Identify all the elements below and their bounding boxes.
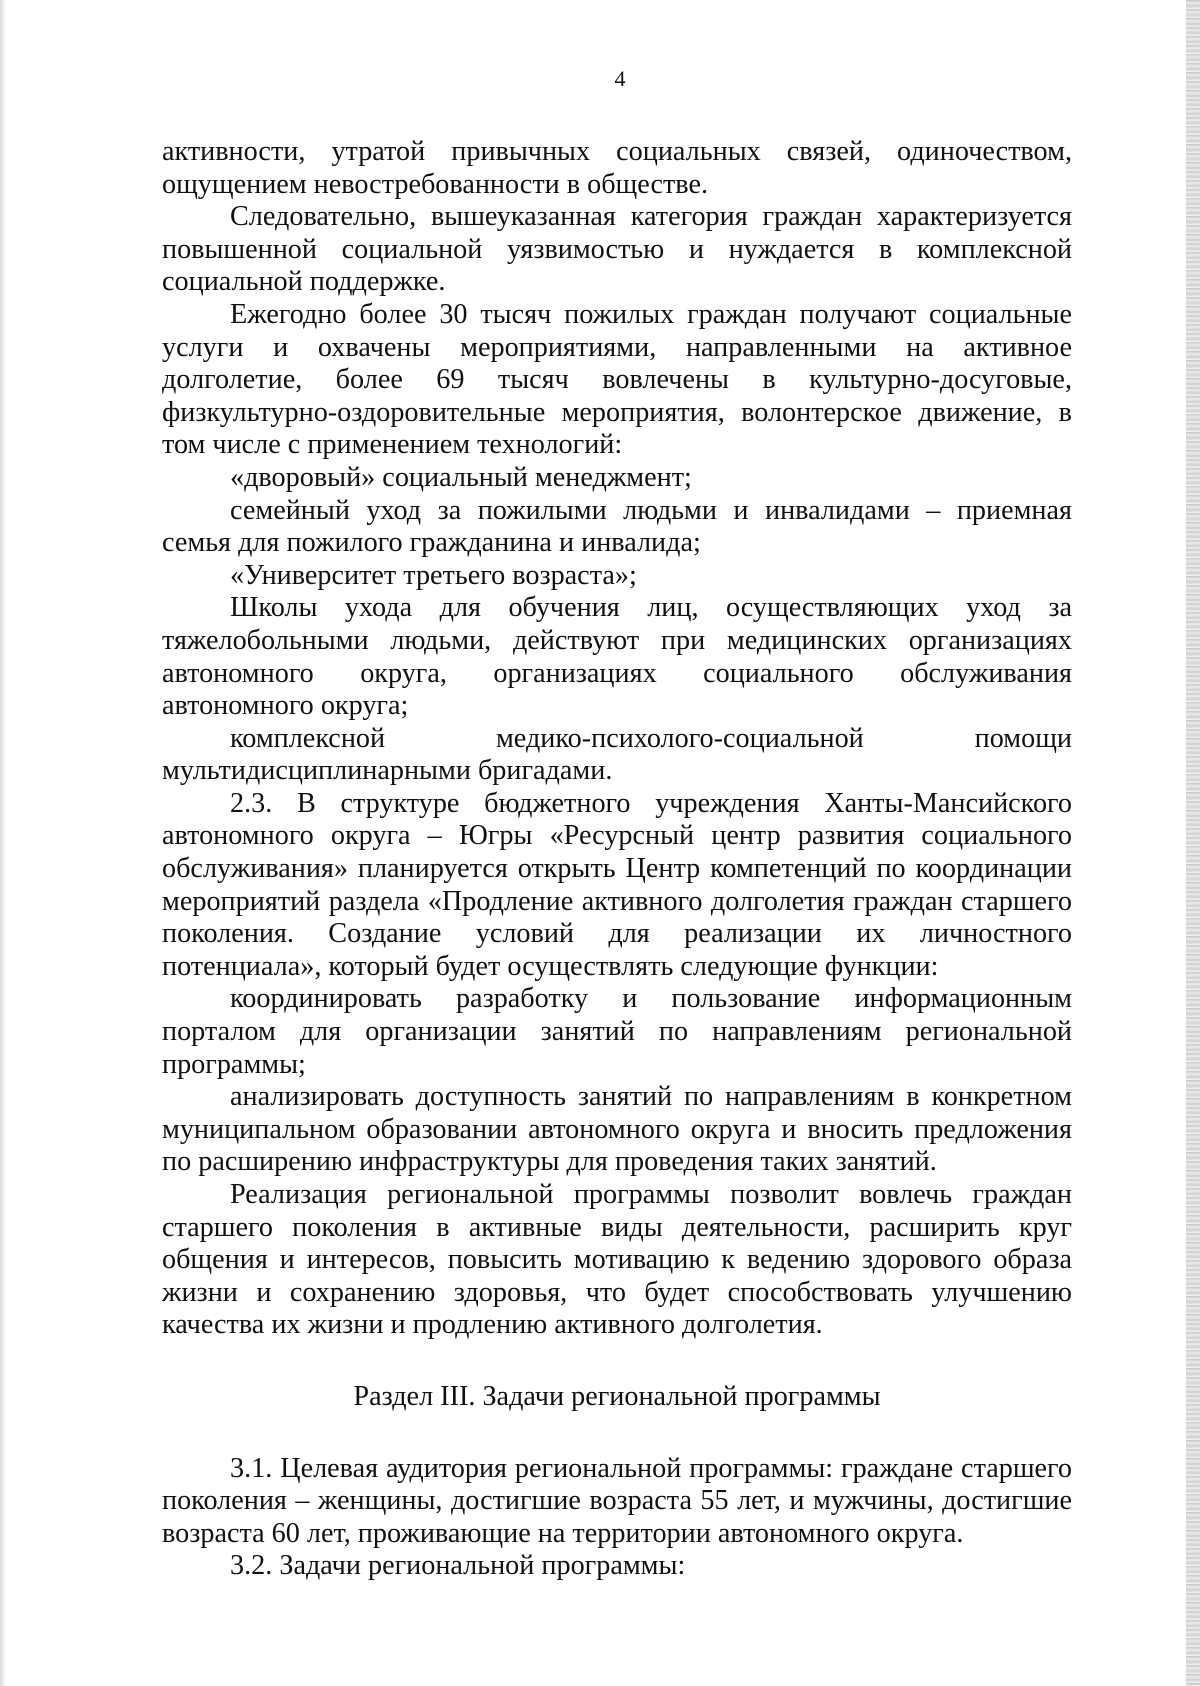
- list-item: Школы ухода для обучения лиц, осуществляющих уход за тяжелобольными людьми, действуют при медицинских организациях автономного округа, организациях социального обслуживания автономного округа;: [162, 592, 1072, 722]
- paragraph: 3.1. Целевая аудитория региональной программы: граждане старшего поколения – женщины, достигшие возраста 55 лет, и мужчины, достигшие возраста 60 лет, проживающие на территории автономного округа.: [162, 1452, 1072, 1549]
- paragraph: 3.2. Задачи региональной программы:: [230, 1550, 686, 1582]
- list-item: «дворовый» социальный менеджмент;: [230, 461, 692, 493]
- paragraph: Реализация региональной программы позволит вовлечь граждан старшего поколения в активные виды деятельности, расширить круг общения и интересов, повысить мотивацию к ведению здорового образа жизни и сохранению здоровья, что будет способствовать улучшению качества их жизни и продлению активного долголетия.: [162, 1179, 1072, 1341]
- list-item: комплексной медико-психолого-социальной помощи мультидисциплинарными бригадами.: [162, 722, 1072, 787]
- paragraph: 2.3. В структуре бюджетного учреждения Ханты-Мансийского автономного округа – Югры «Ресурсный центр развития социального обслуживания» планируется открыть Центр компетенций по координации мероприятий раздела «Продление активного долголетия граждан старшего поколения. Создание условий для реализации их личностного потенциала», который будет осуществлять следующие функции:: [162, 787, 1072, 982]
- list-item: «Университет третьего возраста»;: [230, 559, 637, 591]
- scan-right-edge: [1186, 0, 1200, 1686]
- section-heading: Раздел III. Задачи региональной программы: [353, 1380, 881, 1412]
- list-item: семейный уход за пожилыми людьми и инвалидами – приемная семья для пожилого гражданина и инвалида;: [162, 494, 1072, 559]
- paragraph-continuation: активности, утратой привычных социальных связей, одиночеством, ощущением невостребованности в обществе.: [162, 136, 1072, 200]
- scan-left-edge: [0, 0, 6, 1686]
- list-item: координировать разработку и пользование информационным порталом для организации занятий по направлениям региональной программы;: [162, 983, 1072, 1080]
- document-body: [162, 136, 1072, 1583]
- paragraph: Ежегодно более 30 тысяч пожилых граждан получают социальные услуги и охвачены мероприятиями, направленными на активное долголетие, более 69 тысяч вовлечены в культурно-досуговые, физкультурно-оздоровительные мероприятия, волонтерское движение, в том числе с применением технологий:: [162, 298, 1072, 461]
- paragraph: Следовательно, вышеуказанная категория граждан характеризуется повышенной социальной уязвимостью и нуждается в комплексной социальной поддержке.: [162, 201, 1072, 298]
- list-item: анализировать доступность занятий по направлениям в конкретном муниципальном образовании автономного округа и вносить предложения по расширению инфраструктуры для проведения таких занятий.: [162, 1081, 1072, 1178]
- page-number: 4: [614, 66, 626, 91]
